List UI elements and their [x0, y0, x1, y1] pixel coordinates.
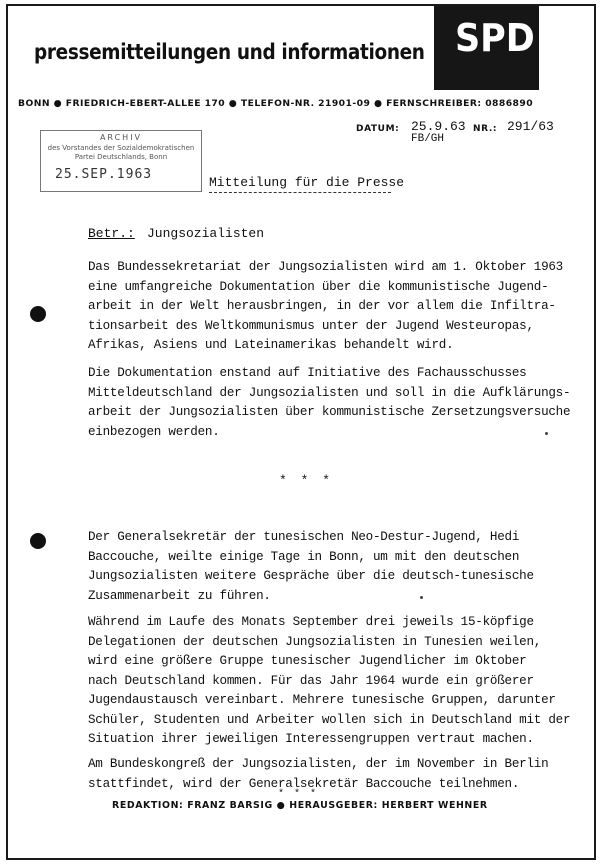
initials: FB/GH — [411, 133, 445, 145]
text-line: wird eine größere Gruppe tunesischer Jugendlicher im Oktober — [88, 654, 527, 668]
paragraph-3 — [88, 528, 588, 606]
text-line: Baccouche, weilte einige Tage in Bonn, um mit den deutschen — [88, 549, 520, 564]
press-notice: Mitteilung für die Presse — [209, 175, 405, 190]
text-line: Afrikas, Asiens und Lateinamerikas behandelt wird. — [88, 338, 454, 352]
footer-credits: REDAKTION: FRANZ BARSIG ● HERAUSGEBER: HERBERT WEHNER — [112, 800, 488, 811]
punch-hole-top — [30, 306, 46, 322]
text-line: arbeit der Jungsozialisten über kommunistische Zersetzungsversuche — [88, 405, 571, 419]
text-line: nach Deutschland kommen. Für das Jahr 1964 wurde ein größerer — [88, 673, 534, 688]
paragraph-5 — [88, 755, 588, 794]
text-line: Delegationen der deutschen Jungsozialisten in Tunesien weilen, — [88, 634, 542, 649]
text-line: Jungsozialisten weitere Gespräche über die deutsch-tunesische — [88, 569, 534, 583]
punch-hole-bottom — [30, 533, 46, 549]
paragraph-4 — [88, 613, 588, 750]
address-line: BONN ● FRIEDRICH-EBERT-ALLEE 170 ● TELEFON-NR. 21901-09 ● FERNSCHREIBER: 0886890 — [18, 98, 534, 109]
text-line: Situation ihrer jeweiligen Interessengruppen vertraut machen. — [88, 732, 534, 746]
nr-value: 291/63 — [507, 119, 554, 134]
spd-logo: SPD — [455, 16, 535, 60]
text-line: eine umfangreiche Dokumentation über die kommunistische Jugend- — [88, 279, 549, 294]
speck-mark — [420, 596, 423, 599]
stamp-line-3: Partei Deutschlands, Bonn — [74, 153, 168, 161]
text-line: Der Generalsekretär der tunesischen Neo-Destur-Jugend, Hedi — [88, 530, 520, 544]
subject-label: Betr.: — [88, 226, 135, 241]
stamp-line-2: des Vorstandes der Sozialdemokratischen — [47, 144, 195, 152]
text-line: Jugendaustausch vereinbart. Mehrere tunesische Gruppen, darunter — [88, 693, 556, 707]
text-line: Zusammenarbeit zu führen. — [88, 588, 271, 603]
archive-stamp — [40, 130, 202, 192]
subject-value: Jungsozialisten — [147, 226, 265, 241]
nr-label: NR.: — [473, 124, 498, 134]
text-line: tionsarbeit des Weltkommunismus unter der Jugend Westeuropas, — [88, 318, 534, 333]
text-line: Die Dokumentation enstand auf Initiative des Fachausschusses — [88, 366, 527, 380]
section-separator: * * * — [279, 473, 334, 488]
text-line: Schüler, Studenten und Arbeiter wollen sich in Deutschland mit der — [88, 712, 571, 727]
datum-value: 25.9.63 — [411, 119, 466, 134]
stamp-date: 25.SEP.1963 — [55, 167, 153, 182]
text-line: Mitteldeutschland der Jungsozialisten und soll in die Aufklärungs- — [88, 385, 571, 400]
paragraph-1 — [88, 258, 588, 356]
text-line: Am Bundeskongreß der Jungsozialisten, der im November in Berlin — [88, 757, 549, 771]
paragraph-2 — [88, 364, 588, 442]
text-line: arbeit in der Welt herausbringen, in der vor allem die Infiltra- — [88, 299, 556, 313]
footer-stars: * * * — [278, 789, 319, 800]
text-line: einbezogen werden. — [88, 424, 220, 439]
text-line: stattfindet, wird der Generalsekretär Baccouche teilnehmen. — [88, 776, 520, 791]
text-line: Während im Laufe des Monats September drei jeweils 15-köpfige — [88, 615, 534, 629]
text-line: Das Bundessekretariat der Jungsozialisten wird am 1. Oktober 1963 — [88, 260, 563, 274]
stamp-archiv: ARCHIV — [99, 133, 143, 142]
masthead-title: pressemitteilungen und informationen — [34, 40, 425, 64]
speck-mark — [545, 432, 548, 435]
datum-label: DATUM: — [356, 124, 400, 134]
press-notice-underline — [209, 192, 391, 193]
